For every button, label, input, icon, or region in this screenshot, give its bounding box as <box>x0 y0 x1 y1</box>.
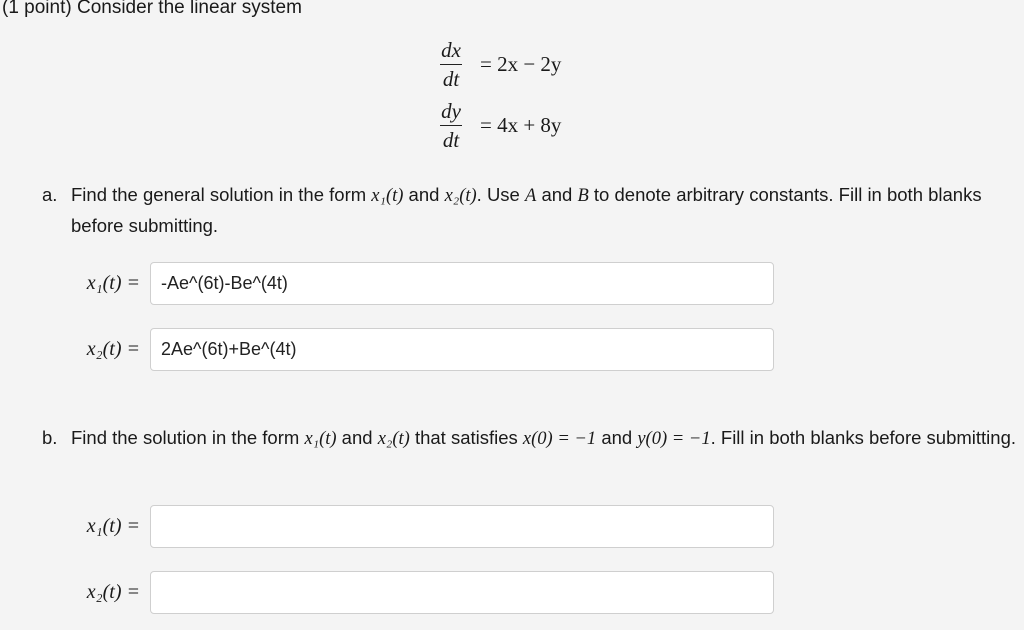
text-segment: . Use <box>476 184 525 205</box>
answer-label-x1: x₁(t) = <box>86 272 140 294</box>
fraction-bar <box>440 125 462 126</box>
fraction-bar <box>440 64 462 65</box>
equation-dy-dt <box>434 99 561 152</box>
answer-row-b-x2 <box>60 571 774 614</box>
answer-input-a-x2[interactable] <box>150 328 774 371</box>
math-y0-condition: y(0) = −1 <box>637 429 711 449</box>
answer-label-x2: x₂(t) = <box>86 581 140 603</box>
text-segment: that satisfies <box>409 427 523 448</box>
math-x2: x₂(t) <box>444 186 477 206</box>
fraction-numerator: dy <box>441 99 461 123</box>
part-b-question <box>42 423 1017 454</box>
part-a-label: a. <box>42 184 58 205</box>
text-segment: and <box>336 427 378 448</box>
fraction-dy-dt <box>434 99 468 152</box>
answer-row-b-x1 <box>60 505 774 548</box>
text-segment: and <box>536 184 578 205</box>
answer-input-a-x1[interactable] <box>150 262 774 305</box>
fraction-numerator: dx <box>441 38 461 62</box>
math-x2: x₂(t) <box>377 429 410 449</box>
equation-rhs: = 4x + 8y <box>480 113 562 137</box>
fraction-denominator: dt <box>442 67 460 91</box>
part-b-label: b. <box>42 427 58 448</box>
answer-row-a-x2 <box>60 328 774 371</box>
text-segment: to denote arbitrary constants. Fill in both blanks before submitting. <box>71 184 982 236</box>
fraction-dx-dt <box>434 38 468 91</box>
math-x0-condition: x(0) = −1 <box>522 429 597 449</box>
answer-label-x2: x₂(t) = <box>86 338 140 360</box>
part-b-text <box>71 423 1017 454</box>
problem-header: (1 point) Consider the linear system <box>2 0 302 18</box>
equation-dx-dt <box>434 38 561 91</box>
math-x1: x₁(t) <box>304 429 337 449</box>
answer-label-x1: x₁(t) = <box>86 515 140 537</box>
part-a-question <box>42 180 1017 241</box>
text-segment: Find the general solution in the form <box>71 184 372 205</box>
text-segment: . Fill in both blanks before submitting. <box>710 427 1017 448</box>
answer-input-b-x1[interactable] <box>150 505 774 548</box>
answer-input-b-x2[interactable] <box>150 571 774 614</box>
text-segment: and <box>596 427 638 448</box>
math-x1: x₁(t) <box>371 186 404 206</box>
answer-row-a-x1 <box>60 262 774 305</box>
part-a-text <box>71 180 1017 241</box>
math-B: B <box>577 186 589 206</box>
fraction-denominator: dt <box>442 128 460 152</box>
text-segment: and <box>403 184 445 205</box>
math-A: A <box>525 186 537 206</box>
equation-rhs: = 2x − 2y <box>480 52 562 76</box>
text-segment: Find the solution in the form <box>71 427 305 448</box>
